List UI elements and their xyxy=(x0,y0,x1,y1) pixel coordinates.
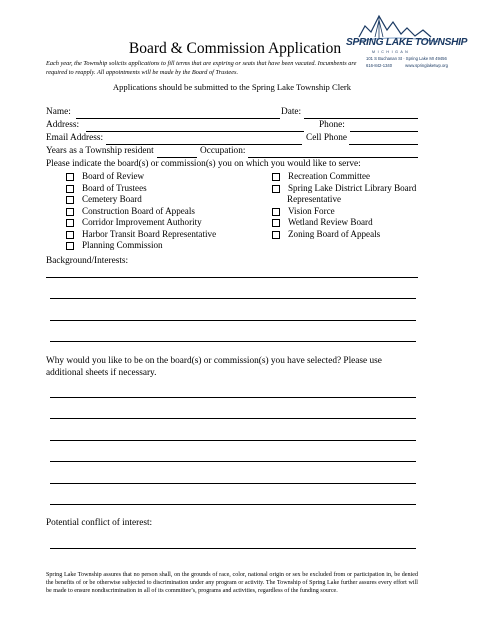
logo-subtitle: M I C H I G A N xyxy=(372,50,409,54)
logo-address: 101 S Buchanan St · Spring Lake MI 49456 xyxy=(366,56,447,61)
nondiscrimination-footer: Spring Lake Township assures that no person shall, on the grounds of race, color, national origin or sex be excluded from or participation in, be denied the benefits of or be otherwise subjected to discrimination under any program or activity. The Township of Spring Lake further assures every effort will be made to ensure nondiscrimination in all of its committee’s, programs and activities, regardless of the funding source. xyxy=(46,572,418,595)
board-option[interactable]: Construction Board of Appeals xyxy=(66,206,216,218)
address-field[interactable] xyxy=(86,131,304,132)
why-line[interactable] xyxy=(50,440,416,441)
background-line[interactable] xyxy=(46,277,418,278)
why-line[interactable] xyxy=(50,461,416,462)
boards-right-column xyxy=(272,171,416,240)
logo-contact xyxy=(366,56,448,69)
board-option[interactable]: Harbor Transit Board Representative xyxy=(66,229,216,241)
why-line[interactable] xyxy=(50,504,416,505)
name-label: Name: xyxy=(46,107,71,117)
name-field[interactable] xyxy=(76,118,280,119)
checkbox[interactable] xyxy=(66,208,74,216)
why-label: Why would you like to be on the board(s) or commission(s) you have selected? Please use additional sheets if necessary. xyxy=(46,356,382,378)
conflict-line[interactable] xyxy=(50,548,416,549)
why-line[interactable] xyxy=(50,483,416,484)
board-option-continuation: Representative xyxy=(287,194,342,204)
logo-phone: 616-842-1340 xyxy=(366,62,393,68)
address-label: Address: xyxy=(46,120,80,130)
cell-phone-label: Cell Phone xyxy=(306,133,348,143)
checkbox[interactable] xyxy=(272,173,280,181)
logo-phone-row xyxy=(366,63,448,70)
board-option[interactable]: Recreation Committee xyxy=(272,171,416,183)
email-field[interactable] xyxy=(106,144,302,145)
intro-text: Each year, the Township solicits applications to fill terms that are expiring or seats that have been vacated. Incumbents are required to reapply. All appointments will be made by the Board of Trustees. xyxy=(46,60,357,76)
board-option[interactable]: Board of Trustees xyxy=(66,183,216,195)
board-option[interactable]: Corridor Improvement Authority xyxy=(66,217,216,229)
submit-note: Applications should be submitted to the Spring Lake Township Clerk xyxy=(112,82,352,92)
checkbox[interactable] xyxy=(272,185,280,193)
board-option[interactable]: Cemetery Board xyxy=(66,194,216,206)
checkbox[interactable] xyxy=(66,185,74,193)
checkbox[interactable] xyxy=(272,208,280,216)
background-line[interactable] xyxy=(50,298,416,299)
boards-prompt: Please indicate the board(s) or commission(s) you on which you would like to serve: xyxy=(46,159,361,169)
checkbox[interactable] xyxy=(66,231,74,239)
years-resident-field[interactable] xyxy=(157,157,197,158)
checkbox[interactable] xyxy=(66,173,74,181)
board-option[interactable]: Wetland Review Board xyxy=(272,217,416,229)
date-label: Date: xyxy=(281,107,302,117)
checkbox[interactable] xyxy=(66,196,74,204)
occupation-field[interactable] xyxy=(248,157,418,158)
conflict-label: Potential conflict of interest: xyxy=(46,518,153,528)
background-line[interactable] xyxy=(50,341,416,342)
logo-website: www.springlaketwp.org xyxy=(405,62,448,68)
date-field[interactable] xyxy=(304,118,418,119)
checkbox[interactable] xyxy=(66,242,74,250)
phone-field[interactable] xyxy=(350,131,418,132)
board-option[interactable]: Spring Lake District Library Board xyxy=(272,183,416,195)
phone-label: Phone: xyxy=(319,120,345,130)
occupation-label: Occupation: xyxy=(200,146,246,156)
why-line[interactable] xyxy=(50,418,416,419)
email-label: Email Address: xyxy=(46,133,104,143)
board-option[interactable]: Planning Commission xyxy=(66,240,216,252)
checkbox[interactable] xyxy=(272,231,280,239)
why-line[interactable] xyxy=(50,397,416,398)
board-option[interactable]: Zoning Board of Appeals xyxy=(272,229,416,241)
checkbox[interactable] xyxy=(66,219,74,227)
form-title: Board & Commission Application xyxy=(128,40,342,57)
boards-left-column xyxy=(66,171,216,252)
cell-phone-field[interactable] xyxy=(349,144,418,145)
board-option[interactable]: Vision Force xyxy=(272,206,416,218)
checkbox[interactable] xyxy=(272,219,280,227)
background-label: Background/Interests: xyxy=(46,256,129,266)
logo-name: SPRING LAKE TOWNSHIP xyxy=(346,37,468,48)
background-line[interactable] xyxy=(50,320,416,321)
years-resident-label: Years as a Township resident xyxy=(46,146,154,156)
board-option[interactable]: Board of Review xyxy=(66,171,216,183)
